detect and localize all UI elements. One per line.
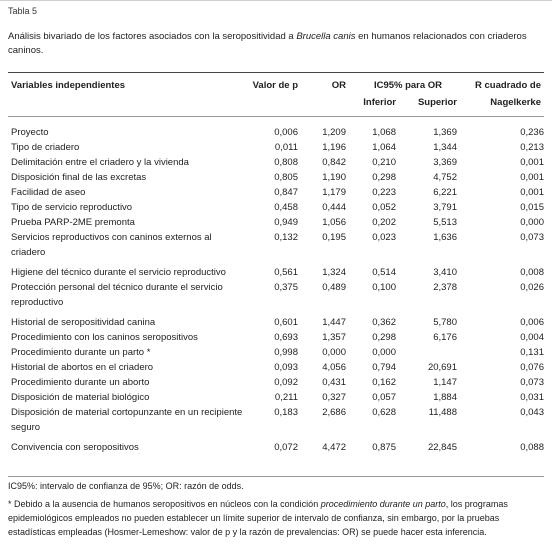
or-cell: 0,444 — [322, 202, 346, 213]
p-value-cell: 0,093 — [274, 362, 298, 373]
r2-cell: 0,073 — [520, 232, 544, 243]
table-row — [8, 375, 544, 390]
table-row — [8, 310, 544, 330]
or-cell: 0,431 — [322, 377, 346, 388]
ci-upper-cell: 22,845 — [427, 442, 457, 453]
footnote-asterisk — [8, 497, 538, 539]
table-row — [8, 435, 544, 455]
p-value-cell: 0,949 — [274, 217, 298, 228]
p-value-cell: 0,183 — [274, 407, 298, 418]
variable-cell: Tipo de servicio reproductivo — [11, 202, 133, 213]
variable-cell: Procedimiento con los caninos seropositivos — [11, 332, 198, 343]
r2-cell: 0,004 — [520, 332, 544, 343]
table-label: Tabla 5 — [8, 6, 38, 16]
variable-cell: Procedimiento durante un parto * — [11, 347, 151, 358]
variable-cell: Historial de seropositividad canina — [11, 317, 156, 328]
variable-cell: Disposición de material cortopunzante en un recipiente seguro — [11, 407, 243, 433]
ci-lower-cell: 0,514 — [372, 267, 396, 278]
ci-lower-cell: 0,000 — [372, 347, 396, 358]
variable-cell: Servicios reproductivos con caninos externos al criadero — [11, 232, 212, 258]
ci-lower-cell: 0,210 — [372, 157, 396, 168]
caption-text-start: Análisis bivariado de los factores asociados con la seropositividad a — [8, 31, 297, 42]
ci-lower-cell: 0,023 — [372, 232, 396, 243]
header-r2-line2: Nagelkerke — [490, 97, 541, 108]
variable-cell: Proyecto — [11, 127, 49, 138]
caption-text-end: en humanos relacionados con criaderos caninos. — [8, 31, 527, 56]
p-value-cell: 0,375 — [274, 282, 298, 293]
variable-cell: Disposición final de las excretas — [11, 172, 147, 183]
table-caption — [8, 30, 528, 58]
header-p-value: Valor de p — [252, 80, 298, 91]
or-cell: 1,357 — [322, 332, 346, 343]
variable-cell: Tipo de criadero — [11, 142, 80, 153]
table-label-bar — [0, 0, 552, 23]
table-row — [8, 260, 544, 280]
footnote-condition: procedimiento durante un parto — [320, 499, 446, 509]
ci-upper-cell — [396, 345, 457, 360]
ci-upper-cell: 3,410 — [433, 267, 457, 278]
or-cell: 0,489 — [322, 282, 346, 293]
or-cell: 1,324 — [322, 267, 346, 278]
ci-upper-cell: 3,791 — [433, 202, 457, 213]
p-value-cell: 0,805 — [274, 172, 298, 183]
ci-lower-cell: 0,628 — [372, 407, 396, 418]
variable-cell: Delimitación entre el criadero y la vivienda — [11, 157, 189, 168]
r2-cell: 0,026 — [520, 282, 544, 293]
r2-cell: 0,213 — [520, 142, 544, 153]
header-ci-lower: Inferior — [363, 97, 396, 108]
ci-lower-cell: 0,298 — [372, 172, 396, 183]
r2-cell: 0,008 — [520, 267, 544, 278]
ci-upper-cell: 1,147 — [433, 377, 457, 388]
ci-lower-cell: 0,162 — [372, 377, 396, 388]
table-row — [8, 345, 544, 360]
table-row — [8, 155, 544, 170]
or-cell: 0,327 — [322, 392, 346, 403]
variable-cell: Facilidad de aseo — [11, 187, 86, 198]
ci-upper-cell: 2,378 — [433, 282, 457, 293]
variable-cell: Higiene del técnico durante el servicio reproductivo — [11, 267, 226, 278]
r2-cell: 0,073 — [520, 377, 544, 388]
table-row — [8, 200, 544, 215]
footnote-abbreviations: IC95%: intervalo de confianza de 95%; OR: razón de odds. — [8, 481, 244, 491]
ci-lower-cell: 0,875 — [372, 442, 396, 453]
footnote-text-start: * Debido a la ausencia de humanos seropositivos en núcleos con la condición — [8, 499, 321, 509]
ci-lower-cell: 0,100 — [372, 282, 396, 293]
p-value-cell: 0,601 — [274, 317, 298, 328]
footnote-text-end: , los programas epidemiológicos empleados no pueden establecer un límite superior de intervalo de confianza, sin embargo, por la pruebas estadísticas empleadas (Hosmer-Lemeshow: valor de p y la razón de prevalencias: OR) se puede hacer esta inferencia. — [8, 499, 508, 537]
r2-cell: 0,000 — [520, 217, 544, 228]
table-row — [8, 170, 544, 185]
ci-lower-cell: 0,223 — [372, 187, 396, 198]
or-cell: 0,195 — [322, 232, 346, 243]
header-ci95: IC95% para OR — [373, 80, 443, 91]
r2-cell: 0,236 — [520, 127, 544, 138]
p-value-cell: 0,808 — [274, 157, 298, 168]
variable-cell: Procedimiento durante un aborto — [11, 377, 150, 388]
ci-upper-cell: 5,780 — [433, 317, 457, 328]
p-value-cell: 0,998 — [274, 347, 298, 358]
header-r2-line1: R cuadrado de — [475, 80, 541, 91]
r2-cell: 0,031 — [520, 392, 544, 403]
r2-cell: 0,001 — [520, 172, 544, 183]
table-row — [8, 230, 544, 260]
or-cell: 2,686 — [322, 407, 346, 418]
ci-upper-cell: 3,369 — [433, 157, 457, 168]
p-value-cell: 0,132 — [274, 232, 298, 243]
r2-cell: 0,088 — [520, 442, 544, 453]
p-value-cell: 0,072 — [274, 442, 298, 453]
caption-species: Brucella canis — [296, 31, 356, 42]
p-value-cell: 0,006 — [274, 127, 298, 138]
table-row — [8, 280, 544, 310]
table-top-rule — [8, 72, 544, 73]
or-cell: 1,190 — [322, 172, 346, 183]
p-value-cell: 0,092 — [274, 377, 298, 388]
ci-lower-cell: 0,298 — [372, 332, 396, 343]
ci-upper-cell: 1,344 — [433, 142, 457, 153]
results-table — [8, 125, 544, 455]
r2-cell: 0,001 — [520, 187, 544, 198]
ci-upper-cell: 1,884 — [433, 392, 457, 403]
r2-cell: 0,076 — [520, 362, 544, 373]
ci-lower-cell: 0,202 — [372, 217, 396, 228]
header-variables: Variables independientes — [11, 80, 126, 91]
variable-cell: Convivencia con seropositivos — [11, 442, 139, 453]
r2-cell: 0,006 — [520, 317, 544, 328]
ci-lower-cell: 1,064 — [372, 142, 396, 153]
p-value-cell: 0,458 — [274, 202, 298, 213]
ci-lower-cell: 0,057 — [372, 392, 396, 403]
variable-cell: Protección personal del técnico durante el servicio reproductivo — [11, 282, 223, 308]
ci-upper-cell: 11,488 — [428, 407, 457, 418]
or-cell: 1,196 — [322, 142, 346, 153]
or-cell: 4,056 — [322, 362, 346, 373]
p-value-cell: 0,011 — [274, 142, 298, 153]
ci-lower-cell: 0,794 — [372, 362, 396, 373]
or-cell: 1,179 — [322, 187, 346, 198]
table-row — [8, 405, 544, 435]
table-bottom-rule — [8, 476, 544, 477]
or-cell: 1,447 — [322, 317, 346, 328]
ci-upper-cell: 4,752 — [433, 172, 457, 183]
ci-lower-cell: 0,052 — [372, 202, 396, 213]
ci-upper-cell: 6,221 — [433, 187, 457, 198]
variable-cell: Prueba PARP-2ME premonta — [11, 217, 135, 228]
p-value-cell: 0,561 — [274, 267, 298, 278]
r2-cell: 0,015 — [520, 202, 544, 213]
ci-upper-cell: 1,369 — [433, 127, 457, 138]
table-row — [8, 390, 544, 405]
ci-lower-cell: 1,068 — [372, 127, 396, 138]
variable-cell: Historial de abortos en el criadero — [11, 362, 154, 373]
r2-cell: 0,131 — [520, 347, 544, 358]
ci-upper-cell: 1,636 — [433, 232, 457, 243]
or-cell: 1,056 — [322, 217, 346, 228]
header-or: OR — [331, 80, 346, 91]
r2-cell: 0,001 — [520, 157, 544, 168]
variable-cell: Disposición de material biológico — [11, 392, 150, 403]
r2-cell: 0,043 — [520, 407, 544, 418]
ci-lower-cell: 0,362 — [372, 317, 396, 328]
p-value-cell: 0,847 — [274, 187, 298, 198]
p-value-cell: 0,211 — [274, 392, 298, 403]
table-row — [8, 140, 544, 155]
ci-upper-cell: 5,513 — [433, 217, 457, 228]
results-table-body — [8, 125, 544, 455]
ci-upper-cell: 6,176 — [433, 332, 457, 343]
table-row — [8, 215, 544, 230]
header-bottom-rule — [8, 116, 544, 117]
table-row — [8, 330, 544, 345]
ci-upper-cell: 20,691 — [427, 362, 457, 373]
or-cell: 0,842 — [322, 157, 346, 168]
table-row — [8, 185, 544, 200]
or-cell: 1,209 — [322, 127, 346, 138]
or-cell: 4,472 — [322, 442, 346, 453]
table-row — [8, 360, 544, 375]
table-row — [8, 125, 544, 140]
header-ci-upper: Superior — [417, 97, 457, 108]
p-value-cell: 0,693 — [274, 332, 298, 343]
or-cell: 0,000 — [322, 347, 346, 358]
